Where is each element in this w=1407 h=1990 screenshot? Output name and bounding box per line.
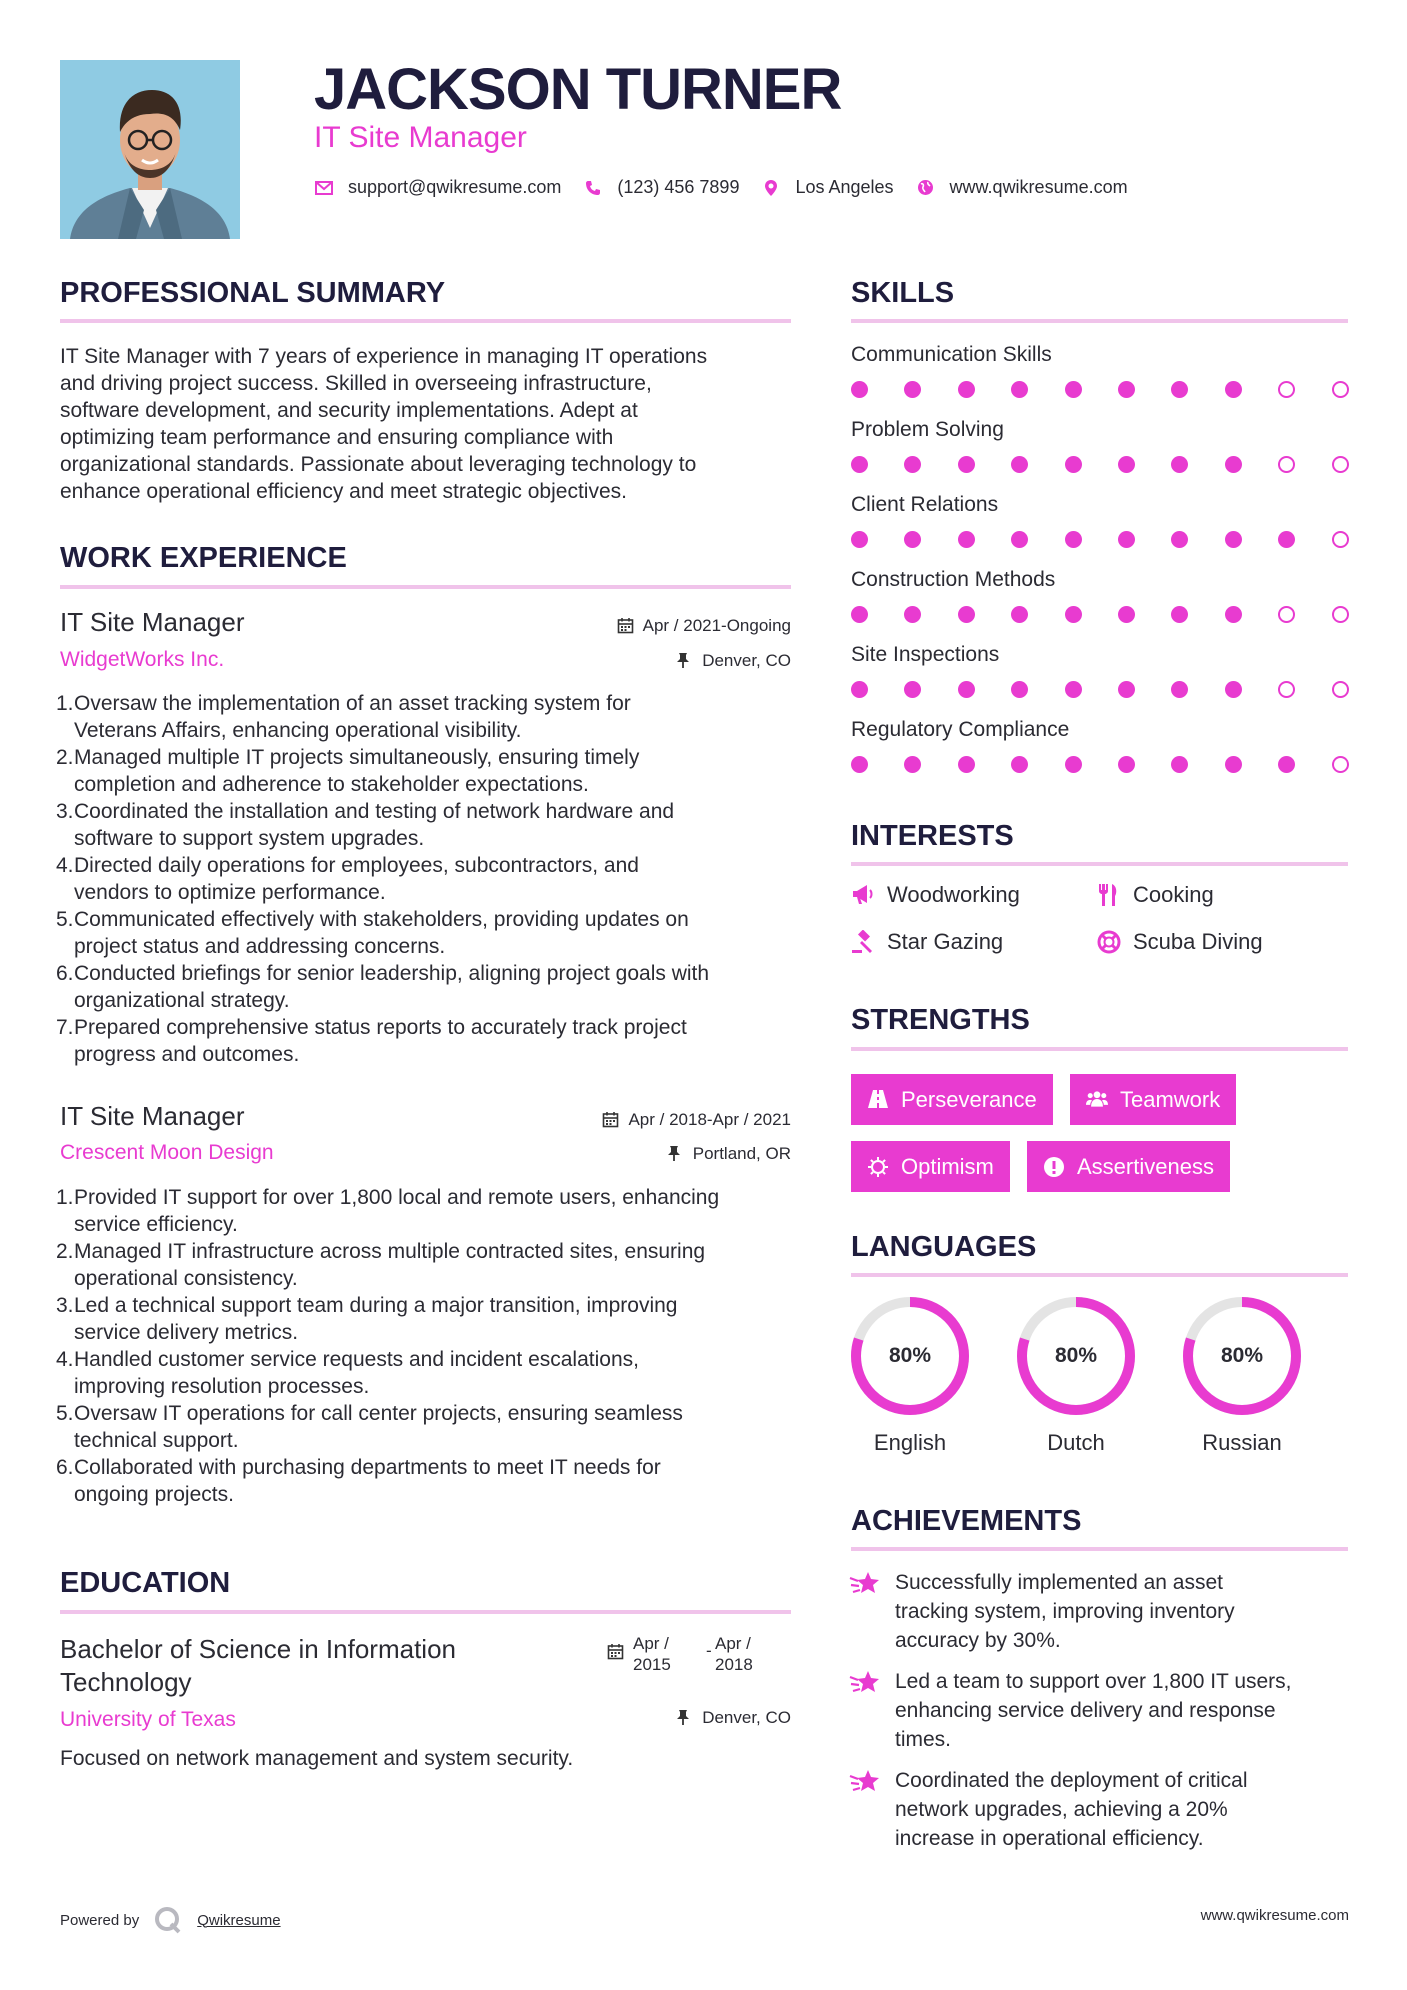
calendar-icon — [607, 1643, 624, 1665]
rating-dot-filled — [1011, 456, 1028, 473]
strength-label: Perseverance — [901, 1086, 1037, 1112]
list-item-line: Prepared comprehensive status reports to accurately track project — [74, 1016, 687, 1039]
rating-dot-filled — [1065, 531, 1082, 548]
rating-dot-filled — [1225, 606, 1242, 623]
list-item — [56, 1184, 806, 1238]
contact-location — [761, 177, 893, 198]
rating-dot-filled — [958, 381, 975, 398]
rating-dot-empty — [1332, 531, 1349, 548]
language-name: English — [873, 1430, 947, 1455]
skill-rating — [851, 531, 1385, 548]
degree-line: Bachelor of Science in Information — [60, 1634, 456, 1664]
rating-dot-empty — [1278, 606, 1295, 623]
rating-dot-filled — [851, 381, 868, 398]
rating-dot-filled — [958, 606, 975, 623]
rating-dot-filled — [1065, 456, 1082, 473]
list-item — [56, 744, 806, 798]
rating-dot-filled — [1011, 606, 1028, 623]
interest-label: Woodworking — [887, 882, 1020, 907]
list-number: 6. — [56, 962, 74, 985]
date-line: Apr / — [633, 1634, 669, 1653]
rating-dot-filled — [1118, 756, 1135, 773]
rating-dot-filled — [904, 756, 921, 773]
list-item — [56, 1454, 806, 1508]
rating-dot-filled — [851, 606, 868, 623]
list-item-line: Oversaw IT operations for call center projects, ensuring seamless — [74, 1402, 683, 1425]
summary-line: and driving project success. Skilled in overseeing infrastructure, — [60, 372, 652, 395]
strength-label: Assertiveness — [1077, 1153, 1214, 1179]
interest-item — [851, 929, 1003, 955]
list-item — [56, 798, 806, 852]
contact-bar — [314, 177, 1150, 198]
road-icon — [867, 1089, 889, 1111]
skills-divider — [851, 319, 1348, 323]
education-start-date — [633, 1633, 671, 1675]
list-item — [56, 960, 806, 1014]
language-name: Russian — [1202, 1430, 1282, 1455]
list-item-line: Oversaw the implementation of an asset tracking system for — [74, 692, 631, 715]
contact-location-text: Los Angeles — [795, 177, 894, 197]
skill-rating — [851, 606, 1385, 623]
shooting-star-icon — [849, 1667, 881, 1699]
education-heading: EDUCATION — [60, 1567, 231, 1599]
list-item-line: Directed daily operations for employees, subcontractors, and — [74, 854, 639, 877]
pushpin-icon — [667, 1145, 685, 1163]
list-item — [56, 1014, 806, 1068]
achievement-item — [849, 1667, 1335, 1754]
job-dates-text: Apr / 2018-Apr / 2021 — [628, 1110, 791, 1129]
list-item-line: organizational strategy. — [74, 989, 290, 1012]
experience-divider — [60, 585, 791, 589]
job-title: IT Site Manager — [60, 607, 245, 637]
rating-dot-filled — [904, 531, 921, 548]
interest-label: Star Gazing — [887, 929, 1004, 954]
rating-dot-filled — [958, 756, 975, 773]
rating-dot-empty — [1332, 756, 1349, 773]
list-number: 6. — [56, 1456, 74, 1479]
language-percent: 80% — [1054, 1344, 1098, 1367]
date-separator: - — [706, 1641, 712, 1660]
list-item-line: vendors to optimize performance. — [74, 881, 386, 904]
skill-name: Problem Solving — [851, 418, 1004, 441]
list-item-line: software to support system upgrades. — [74, 827, 425, 850]
date-line: 2018 — [715, 1655, 753, 1674]
date-line: 2015 — [633, 1655, 671, 1674]
rating-dot-empty — [1278, 456, 1295, 473]
achievements-divider — [851, 1547, 1348, 1551]
summary-line: enhance operational efficiency and meet strategic objectives. — [60, 480, 627, 503]
job-dates — [602, 1110, 791, 1130]
summary-line: software development, and security implementations. Adept at — [60, 399, 638, 422]
achievement-text — [895, 1667, 1335, 1754]
list-number: 7. — [56, 1016, 74, 1039]
job-location — [667, 1144, 791, 1164]
summary-divider — [60, 319, 791, 323]
achievement-line: increase in operational efficiency. — [895, 1827, 1204, 1850]
rating-dot-filled — [1171, 756, 1188, 773]
language-item — [848, 1294, 972, 1455]
skill-name: Regulatory Compliance — [851, 718, 1070, 741]
interests-divider — [851, 862, 1348, 866]
calendar-icon — [602, 1111, 620, 1129]
summary-line: optimizing team performance and ensuring compliance with — [60, 426, 614, 449]
rating-dot-empty — [1278, 681, 1295, 698]
list-number: 1. — [56, 1186, 74, 1209]
rating-dot-filled — [1225, 531, 1242, 548]
school-name: University of Texas — [60, 1708, 236, 1731]
shooting-star-icon — [849, 1766, 881, 1798]
envelope-icon — [314, 178, 334, 198]
list-number: 5. — [56, 908, 74, 931]
summary-text — [60, 343, 800, 505]
rating-dot-filled — [1171, 606, 1188, 623]
phone-icon — [583, 178, 603, 198]
achievement-text — [895, 1568, 1335, 1655]
education-location — [676, 1708, 791, 1728]
contact-website-text: www.qwikresume.com — [949, 177, 1128, 197]
rating-dot-filled — [1171, 531, 1188, 548]
rating-dot-filled — [1171, 681, 1188, 698]
rating-dot-empty — [1278, 381, 1295, 398]
rating-dot-filled — [1118, 681, 1135, 698]
list-item-line: Managed multiple IT projects simultaneously, ensuring timely — [74, 746, 640, 769]
list-item-line: ongoing projects. — [74, 1483, 234, 1506]
job-location-text: Denver, CO — [702, 651, 791, 670]
job-company: Crescent Moon Design — [60, 1141, 274, 1164]
language-name: Dutch — [1047, 1430, 1105, 1455]
rating-dot-filled — [1225, 456, 1242, 473]
rating-dot-filled — [1065, 381, 1082, 398]
summary-line: IT Site Manager with 7 years of experience in managing IT operations — [60, 345, 708, 368]
list-item-line: operational consistency. — [74, 1267, 298, 1290]
profile-photo — [60, 60, 240, 239]
achievement-line: enhancing service delivery and response — [895, 1699, 1276, 1722]
interest-item — [1097, 929, 1263, 955]
rating-dot-filled — [1065, 756, 1082, 773]
job-dates-text: Apr / 2021-Ongoing — [642, 616, 791, 635]
achievement-line: Coordinated the deployment of critical — [895, 1769, 1248, 1792]
list-number: 4. — [56, 854, 74, 877]
rating-dot-filled — [958, 531, 975, 548]
rating-dot-filled — [1011, 531, 1028, 548]
calendar-icon — [617, 617, 635, 635]
interest-item — [1097, 882, 1214, 908]
list-number: 1. — [56, 692, 74, 715]
list-item-line: completion and adherence to stakeholder expectations. — [74, 773, 589, 796]
interests-heading: INTERESTS — [851, 820, 1014, 852]
strength-label: Teamwork — [1120, 1086, 1221, 1112]
language-percent: 80% — [888, 1344, 932, 1367]
rating-dot-filled — [1118, 456, 1135, 473]
summary-line: organizational standards. Passionate about leveraging technology to — [60, 453, 697, 476]
rating-dot-filled — [904, 606, 921, 623]
list-item-line: service delivery metrics. — [74, 1321, 299, 1344]
list-item — [56, 852, 806, 906]
degree-line: Technology — [60, 1667, 192, 1697]
skills-heading: SKILLS — [851, 277, 955, 309]
list-number: 3. — [56, 1294, 74, 1317]
skill-rating — [851, 456, 1385, 473]
contact-email-text: support@qwikresume.com — [348, 177, 562, 197]
rating-dot-filled — [958, 681, 975, 698]
degree-title — [60, 1633, 456, 1699]
rating-dot-filled — [904, 681, 921, 698]
exclamation-circle-icon — [1043, 1156, 1065, 1178]
list-item-line: Conducted briefings for senior leadership, aligning project goals with — [74, 962, 710, 985]
list-number: 2. — [56, 1240, 74, 1263]
list-number: 3. — [56, 800, 74, 823]
date-line: Apr / — [715, 1634, 751, 1653]
list-number: 4. — [56, 1348, 74, 1371]
map-pin-icon — [761, 178, 781, 198]
strength-tag — [851, 1141, 1010, 1192]
job-responsibilities — [56, 1184, 806, 1508]
list-item — [56, 690, 806, 744]
languages-heading: LANGUAGES — [851, 1231, 1037, 1263]
list-item-line: technical support. — [74, 1429, 239, 1452]
rating-dot-filled — [904, 456, 921, 473]
experience-heading: WORK EXPERIENCE — [60, 542, 347, 574]
contact-phone-text: (123) 456 7899 — [617, 177, 740, 197]
skill-rating — [851, 756, 1385, 773]
skill-name: Construction Methods — [851, 568, 1056, 591]
achievement-line: Successfully implemented an asset — [895, 1571, 1223, 1594]
list-item-line: Handled customer service requests and incident escalations, — [74, 1348, 639, 1371]
list-item-line: service efficiency. — [74, 1213, 238, 1236]
achievement-text — [895, 1766, 1335, 1853]
list-item-line: Collaborated with purchasing departments to meet IT needs for — [74, 1456, 661, 1479]
education-end-date — [715, 1633, 753, 1675]
rating-dot-empty — [1332, 456, 1349, 473]
job-company: WidgetWorks Inc. — [60, 648, 225, 671]
rating-dot-filled — [851, 681, 868, 698]
rating-dot-filled — [851, 756, 868, 773]
strength-tag — [1027, 1141, 1230, 1192]
rating-dot-filled — [904, 381, 921, 398]
list-number: 5. — [56, 1402, 74, 1425]
list-item — [56, 1292, 806, 1346]
strength-tag — [851, 1074, 1053, 1125]
job-location — [676, 651, 791, 671]
contact-phone[interactable] — [583, 177, 739, 198]
skill-name: Site Inspections — [851, 643, 1000, 666]
achievement-line: accuracy by 30%. — [895, 1629, 1061, 1652]
strength-label: Optimism — [901, 1153, 994, 1179]
footer-website[interactable]: www.qwikresume.com — [1200, 1907, 1349, 1924]
rating-dot-filled — [1011, 681, 1028, 698]
rating-dot-filled — [1225, 381, 1242, 398]
interest-item — [851, 882, 1020, 908]
qwikresume-logo-icon — [153, 1905, 183, 1935]
footer-powered-by — [60, 1905, 281, 1935]
rating-dot-filled — [1118, 606, 1135, 623]
education-description: Focused on network management and system security. — [60, 1747, 574, 1770]
list-item-line: Led a technical support team during a major transition, improving — [74, 1294, 678, 1317]
interest-label: Scuba Diving — [1133, 929, 1263, 954]
languages-divider — [851, 1273, 1348, 1277]
utensils-icon — [1097, 883, 1121, 907]
pushpin-icon — [676, 652, 694, 670]
achievement-item — [849, 1568, 1335, 1655]
summary-heading: PROFESSIONAL SUMMARY — [60, 277, 446, 309]
rating-dot-filled — [1118, 531, 1135, 548]
rating-dot-filled — [1118, 381, 1135, 398]
rating-dot-filled — [1278, 756, 1295, 773]
rating-dot-empty — [1332, 381, 1349, 398]
candidate-name: JACKSON TURNER — [314, 57, 842, 122]
strengths-divider — [851, 1047, 1348, 1051]
interest-label: Cooking — [1133, 882, 1214, 907]
list-item-line: improving resolution processes. — [74, 1375, 370, 1398]
pushpin-icon — [676, 1709, 694, 1727]
achievements-heading: ACHIEVEMENTS — [851, 1505, 1082, 1537]
list-item-line: Coordinated the installation and testing of network hardware and — [74, 800, 675, 823]
language-item — [1014, 1294, 1138, 1455]
candidate-role: IT Site Manager — [314, 121, 527, 154]
achievement-line: Led a team to support over 1,800 IT users, — [895, 1670, 1292, 1693]
gavel-icon — [851, 930, 875, 954]
contact-email[interactable] — [314, 177, 561, 198]
skill-name: Communication Skills — [851, 343, 1052, 366]
list-number: 2. — [56, 746, 74, 769]
strengths-heading: STRENGTHS — [851, 1004, 1030, 1036]
rating-dot-filled — [1278, 531, 1295, 548]
list-item — [56, 1346, 806, 1400]
language-item — [1180, 1294, 1304, 1455]
rating-dot-filled — [1225, 681, 1242, 698]
rating-dot-empty — [1332, 681, 1349, 698]
skill-rating — [851, 681, 1385, 698]
rating-dot-filled — [851, 456, 868, 473]
megaphone-icon — [851, 883, 875, 907]
rating-dot-filled — [1225, 756, 1242, 773]
rating-dot-filled — [1065, 681, 1082, 698]
job-location-text: Portland, OR — [692, 1144, 791, 1163]
rating-dot-filled — [1011, 381, 1028, 398]
list-item-line: progress and outcomes. — [74, 1043, 300, 1066]
job-responsibilities — [56, 690, 806, 1068]
rating-dot-filled — [1171, 381, 1188, 398]
achievement-item — [849, 1766, 1335, 1853]
list-item-line: Communicated effectively with stakeholders, providing updates on — [74, 908, 689, 931]
qwikresume-link[interactable]: Qwikresume — [197, 1911, 281, 1929]
list-item-line: Managed IT infrastructure across multiple contracted sites, ensuring — [74, 1240, 706, 1263]
job-title: IT Site Manager — [60, 1101, 245, 1131]
job-dates — [617, 616, 791, 636]
rating-dot-filled — [1065, 606, 1082, 623]
shooting-star-icon — [849, 1568, 881, 1600]
rating-dot-filled — [958, 456, 975, 473]
achievement-line: tracking system, improving inventory — [895, 1600, 1235, 1623]
rating-dot-empty — [1332, 606, 1349, 623]
globe-icon — [916, 178, 936, 198]
list-item-line: Provided IT support for over 1,800 local and remote users, enhancing — [74, 1186, 720, 1209]
language-percent: 80% — [1220, 1344, 1264, 1367]
list-item — [56, 1238, 806, 1292]
achievement-line: network upgrades, achieving a 20% — [895, 1798, 1228, 1821]
sun-icon — [867, 1156, 889, 1178]
list-item — [56, 1400, 806, 1454]
achievement-line: times. — [895, 1728, 952, 1751]
rating-dot-filled — [851, 531, 868, 548]
life-ring-icon — [1097, 930, 1121, 954]
education-location-text: Denver, CO — [702, 1708, 791, 1727]
skill-rating — [851, 381, 1385, 398]
users-icon — [1086, 1089, 1108, 1111]
list-item-line: project status and addressing concerns. — [74, 935, 446, 958]
rating-dot-filled — [1011, 756, 1028, 773]
skill-name: Client Relations — [851, 493, 999, 516]
strength-tag — [1070, 1074, 1236, 1125]
list-item — [56, 906, 806, 960]
education-divider — [60, 1610, 791, 1614]
list-item-line: Veterans Affairs, enhancing operational visibility. — [74, 719, 522, 742]
powered-by-text: Powered by — [60, 1911, 140, 1929]
rating-dot-filled — [1171, 456, 1188, 473]
contact-website[interactable] — [916, 177, 1128, 198]
